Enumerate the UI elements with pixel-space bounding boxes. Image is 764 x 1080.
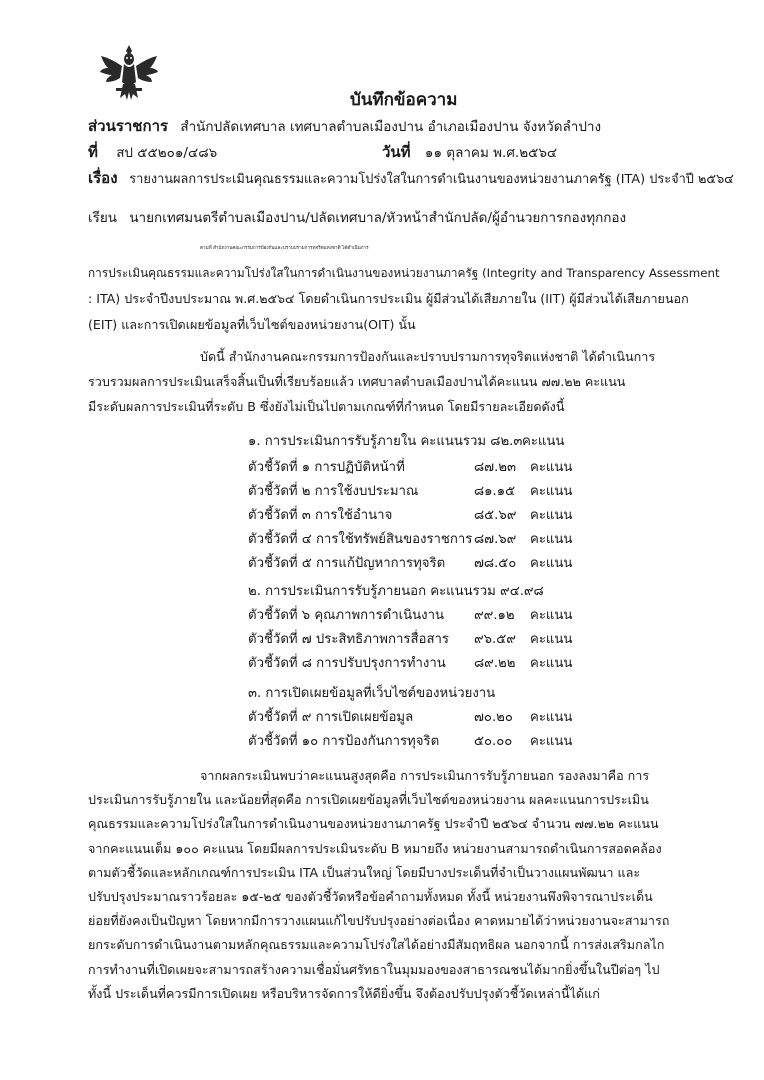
paragraph-line: ตามตัวชี้วัดและหลักเกณฑ์การประเมิน ITA เป็นส่วนใหญ่ โดยมีบางประเด็นที่จำเป็นวางแผนพัฒนา และ [88,864,641,880]
paragraph-line: ยกระดับการดำเนินงานตามหลักคุณธรรมและความโปร่งใสได้อย่างมีสัมฤทธิผล นอกจากนี้ การส่งเสริมกลไก [88,937,665,953]
date-value: ๑๑ ตุลาคม พ.ศ.๒๕๖๔ [424,145,558,161]
score-unit: คะแนน [530,734,573,749]
indicator-label: ตัวชี้วัดที่ ๑ การปฏิบัติหน้าที่ [248,460,405,475]
paragraph-line: คุณธรรมและความโปร่งใสในการดำเนินงานของหน่วยงานภาครัฐ ประจำปี ๒๕๖๔ จำนวน ๗๗.๒๒ คะแนน [88,816,659,832]
paragraph-line: มีระดับผลการประเมินที่ระดับ B ซึ่งยังไม่เป็นไปตามเกณฑ์ที่กำหนด โดยมีรายละเอียดดังนี้ [88,399,565,415]
indicator-label: ตัวชี้วัดที่ ๙ การเปิดเผยข้อมูล [248,710,414,725]
score-unit: คะแนน [522,434,565,449]
ref-label: ที่ [88,143,98,161]
section-heading: ๒. การประเมินการรับรู้ภายนอก คะแนนรวม ๙๔.๙๘ [248,584,544,599]
indicator-score: ๙๖.๕๙ [474,632,516,647]
section-heading: ๑. การประเมินการรับรู้ภายใน คะแนนรวม ๘๒.๓ [248,434,523,449]
agency-row [88,114,601,138]
to-label: เรียน [88,210,118,226]
indicator-score: ๘๗.๒๓ [474,460,516,475]
paragraph-line: จากคะแนนเต็ม ๑๐๐ คะแนน โดยมีผลการประเมินระดับ B หมายถึง หน่วยงานสามารถดำเนินการสอดคล้อง [88,840,662,856]
score-unit: คะแนน [530,484,573,499]
subject-label: เรื่อง [88,169,118,187]
indicator-score: ๘๑.๑๕ [474,484,516,499]
agency-label: ส่วนราชการ [88,117,169,135]
paragraph-1 [88,236,720,337]
agency-value: สำนักปลัดเทศบาล เทศบาลตำบลเมืองปาน อำเภอเมืองปาน จังหวัดลำปาง [180,119,602,135]
score-unit: คะแนน [530,460,573,475]
score-unit: คะแนน [530,508,573,523]
score-unit: คะแนน [530,532,573,547]
date-label: วันที่ [382,143,411,161]
date-row [382,140,557,164]
indicator-label: ตัวชี้วัดที่ ๗ ประสิทธิภาพการสื่อสาร [248,632,449,647]
memo-title: บันทึกข้อความ [350,90,458,110]
subject-value: รายงานผลการประเมินคุณธรรมและความโปร่งใสในการดำเนินงานของหน่วยงานภาครัฐ (ITA) ประจำปี ๒๕๖๔ [129,172,734,187]
paragraph-line: การทำงานที่เปิดเผยจะสามารถสร้างความเชื่อมั่นศรัทธาในมุมมองของสาธารณชนได้มากยิ่งขึ้นในปีต่อๆ ไป [88,961,660,977]
indicator-score: ๘๗.๖๙ [474,532,517,547]
paragraph-3 [88,764,669,1006]
paragraph-line: ตามที่ สำนักงานคณะกรรมการป้องกันและปราบปรามการทุจริตแห่งชาติ ได้ดำเนินการ [200,246,369,251]
indicator-score: ๗๘.๕๐ [474,556,517,571]
to-row [88,206,626,228]
indicator-label: ตัวชี้วัดที่ ๒ การใช้งบประมาณ [248,484,419,499]
indicator-score: ๘๙.๒๒ [474,656,516,671]
paragraph-line: : ITA) ประจำปีงบประมาณ พ.ศ.๒๕๖๔ โดยดำเนินการประเมิน ผู้มีส่วนได้เสียภายใน (IIT) ผู้มีส่วนได้เสียภายนอก [88,291,689,307]
paragraph-line: รวบรวมผลการประเมินเสร็จสิ้นเป็นที่เรียบร้อยแล้ว เทศบาลตำบลเมืองปานได้คะแนน ๗๗.๒๒ คะแนน [88,374,626,390]
score-unit: คะแนน [530,556,573,571]
subject-row [88,166,734,190]
indicator-score: ๙๙.๑๒ [474,608,515,623]
paragraph-line: การประเมินคุณธรรมและความโปร่งใสในการดำเนินงานของหน่วยงานภาครัฐ (Integrity and Transparency Assessment [88,266,720,281]
indicator-score: ๘๕.๖๙ [474,508,517,523]
paragraph-line: (EIT) และการเปิดเผยข้อมูลที่เว็บไซต์ของหน่วยงาน(OIT) นั้น [88,316,416,332]
paragraph-line: ปรับปรุงประมาณราวร้อยละ ๑๕-๒๕ ของตัวชี้วัดหรือข้อคำถามทั้งหมด ทั้งนี้ หน่วยงานพึงพิจารณาประเด็น [88,889,653,905]
indicator-label: ตัวชี้วัดที่ ๘ การปรับปรุงการทำงาน [248,656,446,671]
indicator-label: ตัวชี้วัดที่ ๕ การแก้ปัญหาการทุจริต [248,556,446,571]
ref-value: สป ๕๕๒๐๑/๔๘๖ [116,145,218,161]
paragraph-2 [88,344,655,420]
score-unit: คะแนน [530,632,573,647]
garuda-emblem-icon [98,42,160,104]
indicator-score: ๕๐.๐๐ [474,734,513,749]
paragraph-line: ประเมินการรับรู้ภายใน และน้อยที่สุดคือ การเปิดเผยข้อมูลที่เว็บไซต์ของหน่วยงาน ผลคะแนนการประเมิน [88,792,649,808]
score-unit: คะแนน [530,710,573,725]
score-unit: คะแนน [530,656,573,671]
to-value: นายกเทศมนตรีตำบลเมืองปาน/ปลัดเทศบาล/หัวหน้าสำนักปลัด/ผู้อำนวยการกองทุกกอง [129,210,627,226]
indicator-score: ๗๐.๒๐ [474,710,513,725]
section-heading: ๓. การเปิดเผยข้อมูลที่เว็บไซต์ของหน่วยงาน [248,686,496,701]
ref-row [88,140,217,164]
paragraph-line: ทั้งนี้ ประเด็นที่ควรมีการเปิดเผย หรือบริหารจัดการให้ดียิ่งขึ้น จึงต้องปรับปรุงตัวชี้วัดเหล่านี้ได้แก่ [88,985,600,1001]
paragraph-line: จากผลกระเมินพบว่าคะแนนสูงสุดคือ การประเมินการรับรู้ภายนอก รองลงมาคือ การ [200,768,650,783]
indicator-label: ตัวชี้วัดที่ ๔ การใช้ทรัพย์สินของราชการ [248,532,473,547]
score-unit: คะแนน [530,608,573,623]
indicator-label: ตัวชี้วัดที่ ๖ คุณภาพการดำเนินงาน [248,608,445,623]
indicator-label: ตัวชี้วัดที่ ๓ การใช้อำนาจ [248,508,393,523]
paragraph-line: บัดนี้ สำนักงานคณะกรรมการป้องกันและปราบปรามการทุจริตแห่งชาติ ได้ดำเนินการ [200,349,656,364]
indicator-label: ตัวชี้วัดที่ ๑๐ การป้องกันการทุจริต [248,734,440,749]
paragraph-line: ย่อยที่ยังคงเป็นปัญหา โดยหากมีการวางแผนแก้ไขปรับปรุงอย่างต่อเนื่อง คาดหมายได้ว่าหน่วยงานจะสามารถ [88,913,670,929]
